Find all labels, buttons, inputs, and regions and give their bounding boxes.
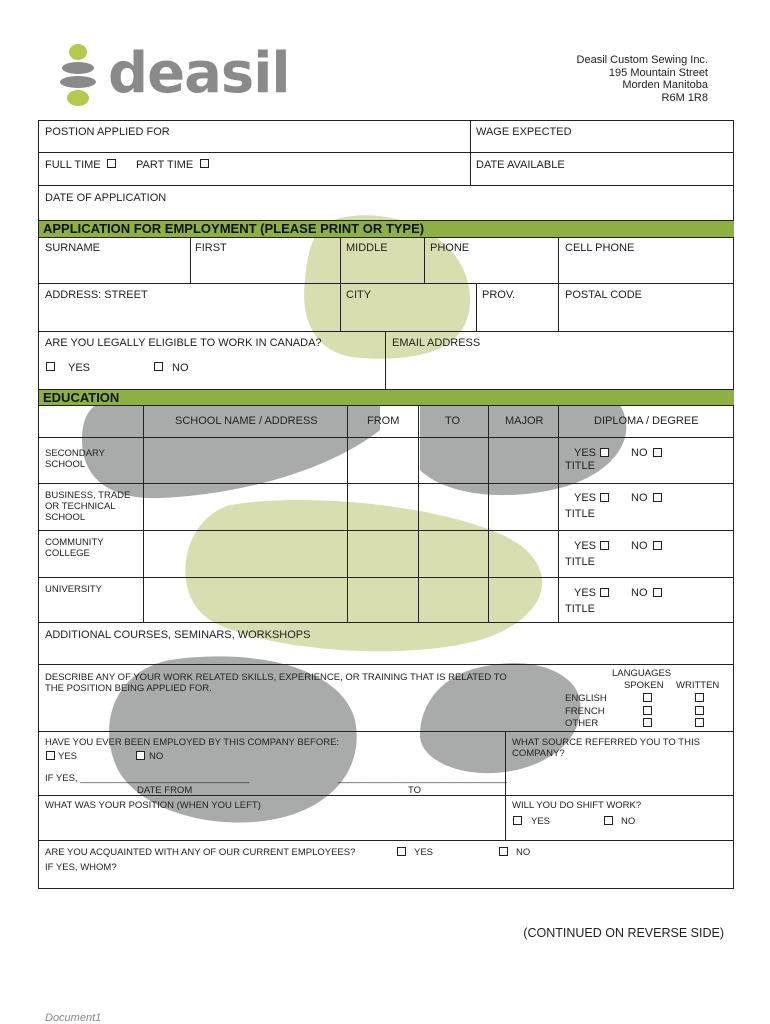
- employed-yes-label: YES: [58, 751, 78, 762]
- diploma-no-checkbox[interactable]: [653, 493, 662, 502]
- diploma-no-label: NO: [631, 587, 648, 599]
- diploma-yes-label: YES: [574, 447, 597, 459]
- col-diploma: DIPLOMA / DEGREE: [594, 415, 699, 427]
- middle-name-label: MIDDLE: [346, 242, 388, 254]
- diploma-no-label: NO: [631, 540, 648, 552]
- part-time-label: PART TIME: [136, 159, 194, 171]
- additional-courses-label: ADDITIONAL COURSES, SEMINARS, WORKSHOPS: [45, 629, 311, 641]
- edu-row-secondary-label: SECONDARY SCHOOL: [45, 448, 106, 470]
- city-label: CITY: [346, 289, 372, 301]
- diploma-title-label: TITLE: [565, 556, 595, 568]
- acquainted-yes-label: YES: [414, 847, 434, 858]
- shift-no-checkbox[interactable]: [604, 816, 613, 825]
- other-spoken-checkbox[interactable]: [643, 718, 652, 727]
- employed-before-label: HAVE YOU EVER BEEN EMPLOYED BY THIS COMPANY BEFORE:: [45, 737, 340, 748]
- diploma-title-label: TITLE: [565, 460, 595, 472]
- if-yes-whom-label: IF YES, WHOM?: [45, 862, 117, 873]
- to-label: TO: [408, 785, 422, 796]
- if-yes-dates-line[interactable]: IF YES, ________________________________: [45, 773, 250, 784]
- application-heading: APPLICATION FOR EMPLOYMENT (PLEASE PRINT OR TYPE): [39, 220, 734, 238]
- french-label: FRENCH: [565, 706, 605, 717]
- part-time-checkbox[interactable]: [200, 159, 209, 168]
- employed-no-checkbox[interactable]: [136, 751, 145, 760]
- eligible-no-checkbox[interactable]: [154, 362, 163, 371]
- logo-text: deasil: [108, 41, 290, 106]
- first-name-label: FIRST: [195, 242, 227, 254]
- diploma-yes-label: YES: [574, 492, 597, 504]
- company-city: Morden Manitoba: [622, 79, 708, 91]
- english-written-checkbox[interactable]: [695, 693, 704, 702]
- edu-row-college-diploma: [565, 540, 730, 570]
- position-when-left-label: WHAT WAS YOUR POSITION (WHEN YOU LEFT): [45, 800, 261, 811]
- edu-row-college-label: COMMUNITY COLLEGE: [45, 537, 104, 559]
- date-from-label: DATE FROM: [137, 785, 193, 796]
- date-available-label: DATE AVAILABLE: [476, 159, 565, 171]
- written-label: WRITTEN: [676, 680, 720, 691]
- languages-block: [565, 668, 730, 730]
- education-heading: EDUCATION: [39, 389, 734, 406]
- postal-code-label: POSTAL CODE: [565, 289, 643, 301]
- edu-row-university-label: UNIVERSITY: [45, 584, 103, 595]
- french-spoken-checkbox[interactable]: [643, 706, 652, 715]
- eligible-yes-label: YES: [68, 362, 91, 374]
- spoken-label: SPOKEN: [624, 680, 664, 691]
- col-school-name: SCHOOL NAME / ADDRESS: [175, 415, 318, 427]
- logo: [58, 41, 290, 112]
- cell-phone-label: CELL PHONE: [565, 242, 635, 254]
- eligible-no-label: NO: [172, 362, 189, 374]
- diploma-yes-label: YES: [574, 540, 597, 552]
- acquainted-no-checkbox[interactable]: [499, 847, 508, 856]
- employed-yes-checkbox[interactable]: [46, 751, 55, 760]
- company-street: 195 Mountain Street: [608, 66, 708, 79]
- english-label: ENGLISH: [565, 693, 607, 704]
- wage-expected-label: WAGE EXPECTED: [476, 126, 572, 138]
- shift-yes-label: YES: [531, 816, 551, 827]
- diploma-no-label: NO: [631, 447, 648, 459]
- referred-label: WHAT SOURCE REFERRED YOU TO THIS COMPANY?: [512, 737, 700, 759]
- other-written-checkbox[interactable]: [695, 718, 704, 727]
- french-written-checkbox[interactable]: [695, 706, 704, 715]
- edu-row-business-label: BUSINESS, TRADE OR TECHNICAL SCHOOL: [45, 490, 131, 523]
- col-from: FROM: [367, 415, 400, 427]
- company-postal: R6M 1R8: [661, 91, 708, 104]
- diploma-yes-checkbox[interactable]: [600, 493, 609, 502]
- company-name: Deasil Custom Sewing Inc.: [576, 54, 708, 66]
- eligible-yes-checkbox[interactable]: [46, 362, 55, 371]
- date-of-application-label: DATE OF APPLICATION: [45, 192, 167, 204]
- english-spoken-checkbox[interactable]: [643, 693, 652, 702]
- shift-yes-checkbox[interactable]: [513, 816, 522, 825]
- eligible-label: ARE YOU LEGALLY ELIGIBLE TO WORK IN CANADA?: [45, 337, 322, 349]
- company-address: [577, 54, 708, 104]
- diploma-no-label: NO: [631, 492, 648, 504]
- address-street-label: ADDRESS: STREET: [45, 289, 148, 301]
- edu-row-business-diploma: [565, 492, 730, 522]
- diploma-no-checkbox[interactable]: [653, 588, 662, 597]
- document-footer: Document1: [45, 1012, 102, 1024]
- skills-description-label: DESCRIBE ANY OF YOUR WORK RELATED SKILLS, EXPERIENCE, OR TRAINING THAT IS RELATED TO THE POSITION BEING APPLIED FOR.: [45, 672, 507, 694]
- logo-stones-icon: [58, 42, 110, 110]
- diploma-yes-checkbox[interactable]: [600, 541, 609, 550]
- diploma-yes-checkbox[interactable]: [600, 448, 609, 457]
- languages-label: LANGUAGES: [612, 668, 672, 679]
- diploma-title-label: TITLE: [565, 603, 595, 615]
- full-time-checkbox[interactable]: [107, 159, 116, 168]
- edu-row-secondary-diploma: [565, 447, 730, 477]
- prov-label: PROV.: [482, 289, 516, 301]
- position-applied-label: POSTION APPLIED FOR: [45, 126, 170, 138]
- full-time-label: FULL TIME: [45, 159, 101, 171]
- shift-no-label: NO: [621, 816, 636, 827]
- continued-note: (CONTINUED ON REVERSE SIDE): [523, 926, 724, 940]
- edu-row-university-diploma: [565, 587, 730, 617]
- diploma-no-checkbox[interactable]: [653, 541, 662, 550]
- to-date-line[interactable]: ________________________________: [338, 773, 508, 784]
- employed-no-label: NO: [149, 751, 164, 762]
- email-address-label: EMAIL ADDRESS: [392, 337, 481, 349]
- acquainted-yes-checkbox[interactable]: [397, 847, 406, 856]
- diploma-title-label: TITLE: [565, 508, 595, 520]
- phone-label: PHONE: [430, 242, 470, 254]
- shift-work-label: WILL YOU DO SHIFT WORK?: [512, 800, 642, 811]
- col-to: TO: [445, 415, 461, 427]
- surname-label: SURNAME: [45, 242, 101, 254]
- col-major: MAJOR: [505, 415, 544, 427]
- diploma-no-checkbox[interactable]: [653, 448, 662, 457]
- diploma-yes-checkbox[interactable]: [600, 588, 609, 597]
- acquainted-label: ARE YOU ACQUAINTED WITH ANY OF OUR CURRENT EMPLOYEES?: [45, 847, 356, 858]
- other-label: OTHER: [565, 718, 599, 729]
- acquainted-no-label: NO: [516, 847, 531, 858]
- diploma-yes-label: YES: [574, 587, 597, 599]
